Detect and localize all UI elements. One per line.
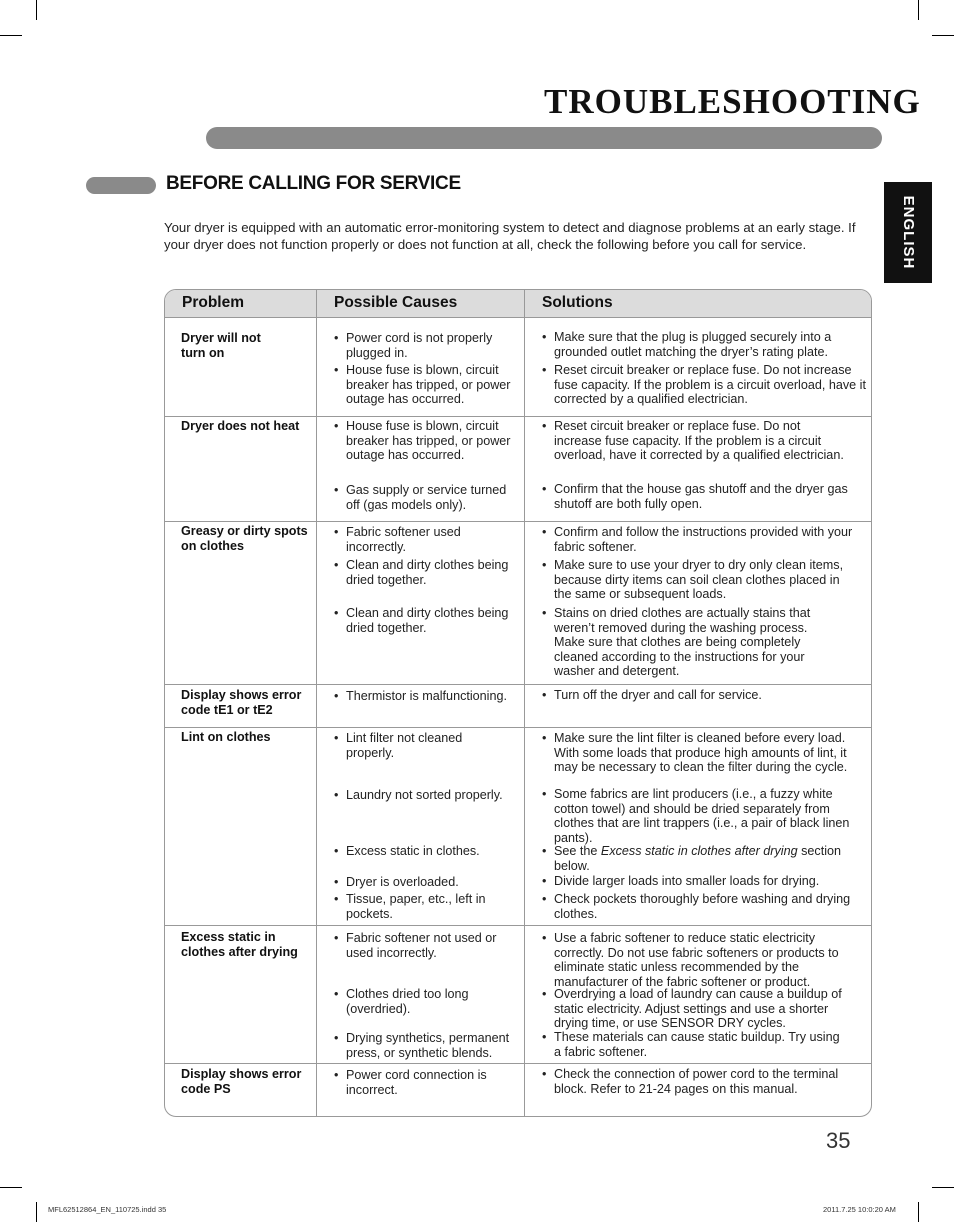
solution-item: • Check pockets thoroughly before washing and drying clothes. xyxy=(542,892,854,921)
cause-item: • House fuse is blown, circuit breaker has tripped, or power outage has occurred. xyxy=(334,419,516,463)
crop-mark xyxy=(932,35,954,36)
solution-item: • Make sure that the plug is plugged securely into a grounded outlet matching the dryer’s rating plate. xyxy=(542,330,868,359)
solution-item: • Confirm that the house gas shutoff and the dryer gas shutoff are both fully open. xyxy=(542,482,854,511)
solution-item: • Check the connection of power cord to the terminal block. Refer to 21-24 pages on this manual. xyxy=(542,1067,844,1096)
problem-cell: Lint on clothes xyxy=(181,730,271,744)
solution-item xyxy=(542,844,854,873)
solution-item: • Stains on dried clothes are actually stains that weren’t removed during the washing process. Make sure that clothes are being completely cleaned according to the instructions for your washer and detergent. xyxy=(542,606,829,679)
problem-cell: Display shows error code tE1 or tE2 xyxy=(181,688,302,717)
section-title: BEFORE CALLING FOR SERVICE xyxy=(166,173,461,194)
crop-mark xyxy=(0,35,22,36)
solution-item: • Turn off the dryer and call for service. xyxy=(542,688,854,703)
row-divider xyxy=(165,521,871,522)
language-tab-label: ENGLISH xyxy=(900,195,917,270)
cause-item: • Power cord is not properly plugged in. xyxy=(334,331,516,360)
section-pill xyxy=(86,177,156,194)
problem-cell: Greasy or dirty spots on clothes xyxy=(181,524,308,553)
solution-item: • Confirm and follow the instructions provided with your fabric softener. xyxy=(542,525,854,554)
cause-item: • Clothes dried too long (overdried). xyxy=(334,987,516,1016)
row-divider xyxy=(165,684,871,685)
solution-item: • Reset circuit breaker or replace fuse. Do not increase fuse capacity. If the problem is a circuit overload, have it corrected by a qualified electrician. xyxy=(542,363,868,407)
row-divider xyxy=(165,727,871,728)
cause-item: • Gas supply or service turned off (gas models only). xyxy=(334,483,518,512)
cause-item: • Tissue, paper, etc., left in pockets. xyxy=(334,892,496,921)
crop-mark xyxy=(932,1187,954,1188)
see-suffix: section below. xyxy=(554,844,842,873)
cause-item: • Clean and dirty clothes being dried together. xyxy=(334,558,526,587)
footer-timestamp: 2011.7.25 10:0:20 AM xyxy=(823,1205,896,1214)
cause-item: • Fabric softener not used or used incorrectly. xyxy=(334,931,521,960)
solution-item: • Divide larger loads into smaller loads for drying. xyxy=(542,874,854,889)
row-divider xyxy=(165,1063,871,1064)
header-causes: Possible Causes xyxy=(334,294,458,311)
intro-paragraph: Your dryer is equipped with an automatic error-monitoring system to detect and diagnose problems at an early stage. If your dryer does not function properly or does not function at all, check the following before you call for service. xyxy=(164,220,856,252)
row-divider xyxy=(165,416,871,417)
header-problem: Problem xyxy=(182,294,245,311)
footer-filename: MFL62512864_EN_110725.indd 35 xyxy=(48,1205,167,1214)
title-bar xyxy=(206,127,882,149)
cause-item: • Drying synthetics, permanent press, or synthetic blends. xyxy=(334,1031,528,1060)
crop-mark xyxy=(918,0,919,20)
cause-item: • Laundry not sorted properly. xyxy=(334,788,526,803)
problem-cell: Excess static in clothes after drying xyxy=(181,930,298,959)
cause-item: • Power cord connection is incorrect. xyxy=(334,1068,516,1097)
solution-item: • Some fabrics are lint producers (i.e., a fuzzy white cotton towel) and should be dried separately from clothes that are lint trappers (i.e., a pair of black linen pants). xyxy=(542,787,854,845)
solution-item: • Make sure the lint filter is cleaned before every load. With some loads that produce high amounts of lint, it may be necessary to clean the filter during the cycle. xyxy=(542,731,854,775)
solution-item: • These materials can cause static buildup. Try using a fabric softener. xyxy=(542,1030,844,1059)
solution-item: • Use a fabric softener to reduce static electricity correctly. Do not use fabric softeners or products to eliminate static unless recommended by the manufacturer of the fabric softener or product. xyxy=(542,931,854,989)
solution-item: • Overdrying a load of laundry can cause a buildup of static electricity. Adjust settings and use a shorter drying time, or use SENSOR DRY cycles. xyxy=(542,987,854,1031)
crop-mark xyxy=(36,1202,37,1222)
language-tab xyxy=(884,182,932,283)
crop-mark xyxy=(918,1202,919,1222)
page-title: TROUBLESHOOTING xyxy=(544,82,921,121)
solution-item: • Make sure to use your dryer to dry only clean items, because dirty items can soil clean clothes placed in the same or subsequent loads. xyxy=(542,558,854,602)
cause-item: • House fuse is blown, circuit breaker has tripped, or power outage has occurred. xyxy=(334,363,516,407)
cause-item: • Lint filter not cleaned properly. xyxy=(334,731,496,760)
solution-item: • Reset circuit breaker or replace fuse. Do not increase fuse capacity. If the problem is a circuit overload, have it corrected by a qualified electrician. xyxy=(542,419,844,463)
section-reference: Excess static in clothes after drying xyxy=(600,844,798,858)
page-number: 35 xyxy=(826,1128,851,1153)
crop-mark xyxy=(36,0,37,20)
cause-item: • Excess static in clothes. xyxy=(334,844,526,859)
cause-item: • Dryer is overloaded. xyxy=(334,875,526,890)
table-header xyxy=(165,290,871,318)
cause-item: • Fabric softener used incorrectly. xyxy=(334,525,511,554)
problem-cell: Dryer does not heat xyxy=(181,419,300,433)
troubleshooting-table xyxy=(164,289,872,1117)
row-divider xyxy=(165,925,871,926)
problem-cell: Display shows error code PS xyxy=(181,1067,302,1096)
cause-item: • Thermistor is malfunctioning. xyxy=(334,689,526,704)
crop-mark xyxy=(0,1187,22,1188)
problem-cell: Dryer will not turn on xyxy=(181,331,261,360)
cause-item: • Clean and dirty clothes being dried together. xyxy=(334,606,526,635)
see-prefix: See the xyxy=(554,844,598,858)
header-solutions: Solutions xyxy=(542,294,613,311)
